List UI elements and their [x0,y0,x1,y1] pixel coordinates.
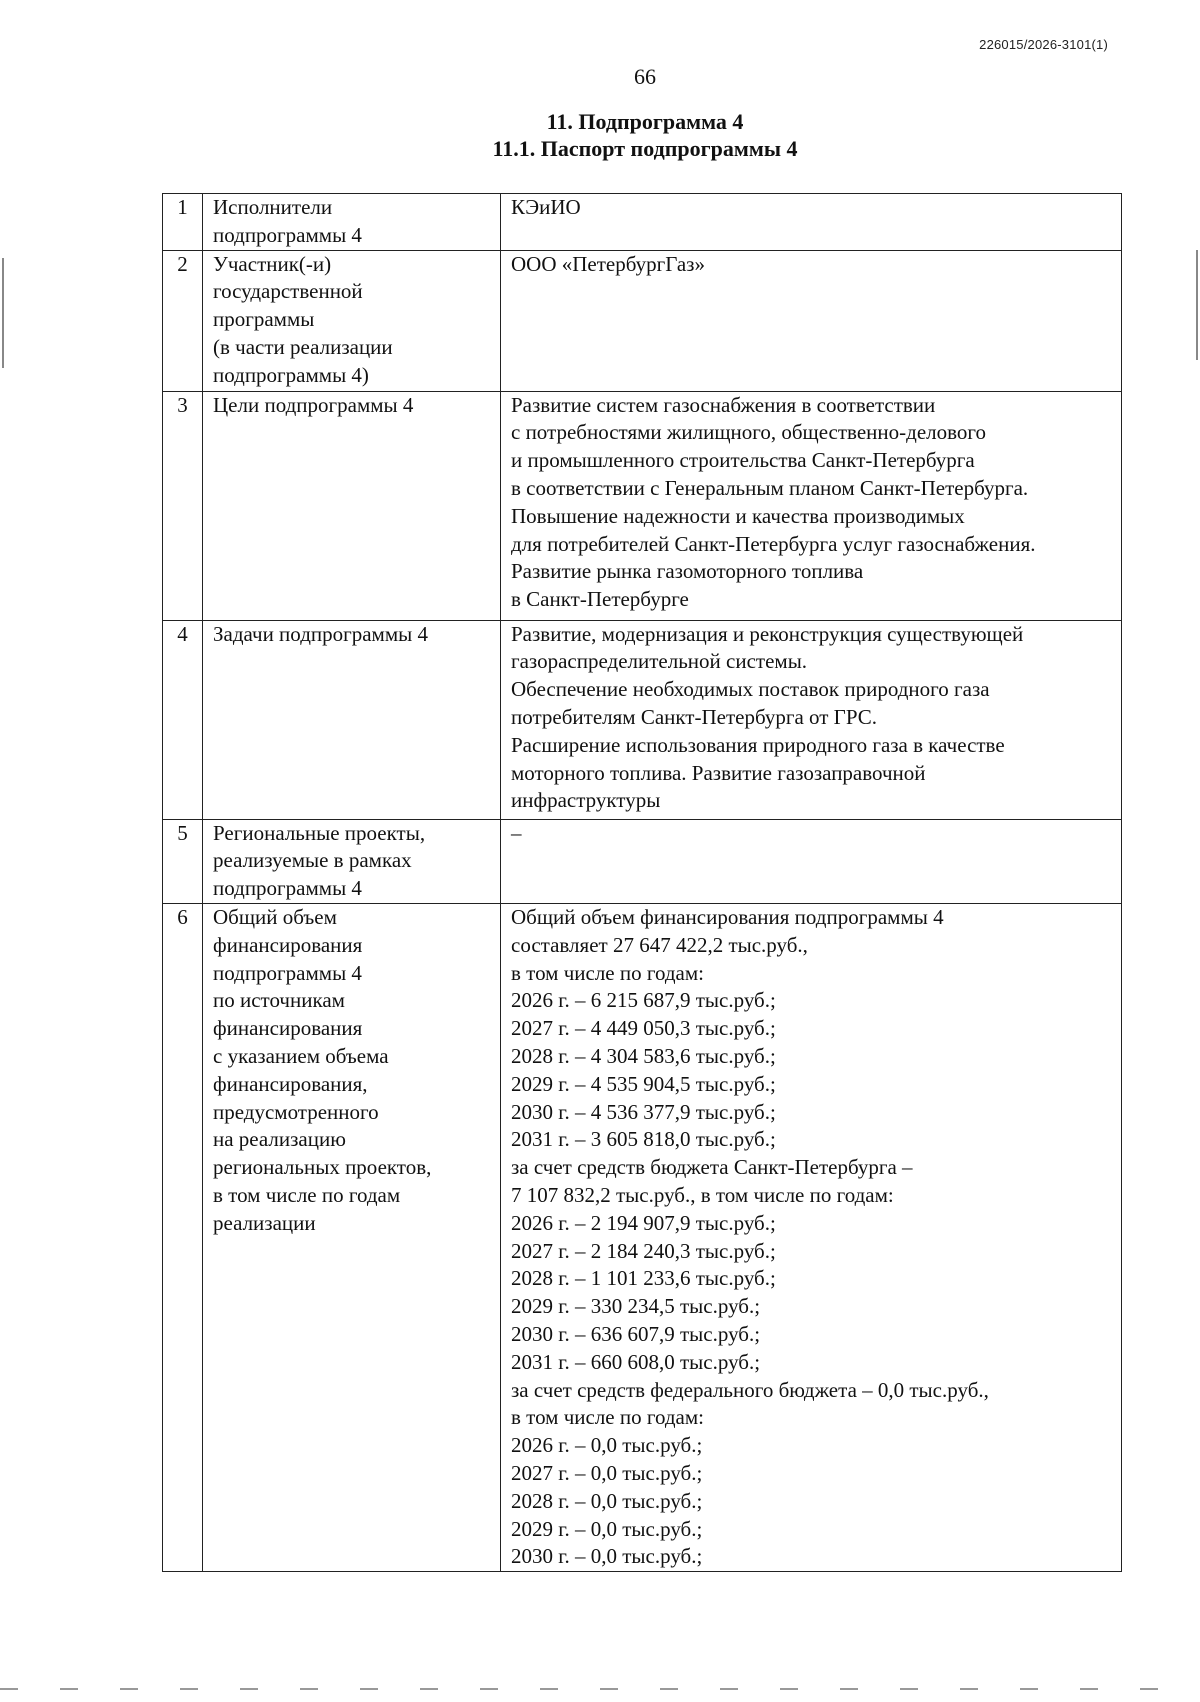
value-line: 2028 г. – 1 101 233,6 тыс.руб.; [511,1266,776,1291]
row-label [203,620,501,819]
row-value [501,391,1122,620]
value-line: 2028 г. – 0,0 тыс.руб.; [511,1488,703,1513]
table-row [163,250,1122,391]
label-line: региональных проектов, [213,1155,432,1180]
value-line: газораспределительной системы. [511,649,808,674]
label-line: подпрограммы 4 [213,876,362,901]
row-number: 2 [163,250,203,391]
value-line: с потребностями жилищного, общественно-делового [511,420,986,445]
value-line: в том числе по годам: [511,960,704,985]
row-number: 4 [163,620,203,819]
value-line: 2027 г. – 0,0 тыс.руб.; [511,1460,703,1485]
value-line: 2027 г. – 2 184 240,3 тыс.руб.; [511,1238,776,1263]
heading [0,108,1200,162]
row-label [203,391,501,620]
row-value [501,903,1122,1571]
label-line: Задачи подпрограммы 4 [213,621,428,646]
row-value [501,250,1122,391]
label-line: (в части реализации [213,334,393,359]
value-line: Развитие рынка газомоторного топлива [511,559,864,584]
table-row [163,620,1122,819]
value-line: Повышение надежности и качества производимых [511,503,965,528]
label-line: Общий объем [213,904,337,929]
row-value [501,819,1122,903]
label-line: подпрограммы 4 [213,222,362,247]
label-line: Региональные проекты, [213,820,426,845]
value-line: моторного топлива. Развитие газозаправочной [511,760,926,785]
scan-edge-left [2,258,4,368]
value-line: КЭиИО [511,195,581,219]
value-line: 2030 г. – 4 536 377,9 тыс.руб.; [511,1099,776,1124]
value-line: для потребителей Санкт-Петербурга услуг газоснабжения. [511,531,1036,556]
value-line: за счет средств федерального бюджета – 0,0 тыс.руб., [511,1377,989,1402]
label-line: Участник(-и) [213,251,332,276]
label-line: программы [213,307,315,332]
value-line: 2026 г. – 0,0 тыс.руб.; [511,1433,703,1458]
value-line: инфраструктуры [511,788,661,813]
label-line: подпрограммы 4) [213,362,369,387]
label-line: по источникам [213,988,345,1013]
label-line: предусмотренного [213,1099,379,1124]
row-label [203,250,501,391]
value-line: 2026 г. – 2 194 907,9 тыс.руб.; [511,1210,776,1235]
row-label [203,903,501,1571]
table-row [163,391,1122,620]
passport-table [162,193,1122,1572]
row-label [203,819,501,903]
row-number: 6 [163,903,203,1571]
value-line: составляет 27 647 422,2 тыс.руб., [511,932,808,957]
value-line: потребителям Санкт-Петербурга от ГРС. [511,704,878,729]
value-line: 2029 г. – 330 234,5 тыс.руб.; [511,1294,761,1319]
value-line: за счет средств бюджета Санкт-Петербурга – [511,1155,913,1180]
label-line: финансирования, [213,1071,368,1096]
label-line: государственной [213,279,363,304]
value-line: – [511,820,522,845]
value-line: ООО «ПетербургГаз» [511,251,705,276]
value-line: 2027 г. – 4 449 050,3 тыс.руб.; [511,1016,776,1041]
value-line: 2031 г. – 660 608,0 тыс.руб.; [511,1349,761,1374]
value-line: Расширение использования природного газа в качестве [511,732,1005,757]
row-label [203,194,501,251]
section-title: 11. Подпрограмма 4 [546,109,744,134]
value-line: Развитие систем газоснабжения в соответствии [511,392,936,417]
value-line: 2026 г. – 6 215 687,9 тыс.руб.; [511,988,776,1013]
label-line: реализации [213,1210,316,1235]
value-line: в соответствии с Генеральным планом Санкт-Петербурга. [511,475,1029,500]
value-line: 2030 г. – 0,0 тыс.руб.; [511,1544,703,1569]
row-number: 1 [163,194,203,251]
table-row [163,194,1122,251]
value-line: Развитие, модернизация и реконструкция существующей [511,621,1024,646]
value-line: Общий объем финансирования подпрограммы 4 [511,904,944,929]
value-line: 2029 г. – 0,0 тыс.руб.; [511,1516,703,1541]
value-line: 2029 г. – 4 535 904,5 тыс.руб.; [511,1071,776,1096]
label-line: Исполнители [213,195,333,219]
row-value [501,620,1122,819]
value-line: и промышленного строительства Санкт-Петербурга [511,448,975,473]
scan-bottom-artifact [0,1688,1200,1690]
value-line: в том числе по годам: [511,1405,704,1430]
table-row [163,903,1122,1571]
label-line: реализуемые в рамках [213,848,412,873]
value-line: 2030 г. – 636 607,9 тыс.руб.; [511,1321,761,1346]
row-number: 5 [163,819,203,903]
label-line: финансирования [213,932,363,957]
label-line: Цели подпрограммы 4 [213,392,414,417]
scan-edge-right [1196,250,1198,360]
value-line: Обеспечение необходимых поставок природного газа [511,677,990,702]
value-line: 2028 г. – 4 304 583,6 тыс.руб.; [511,1043,776,1068]
subsection-title: 11.1. Паспорт подпрограммы 4 [492,136,798,161]
label-line: с указанием объема [213,1043,389,1068]
table-row [163,819,1122,903]
value-line: в Санкт-Петербурге [511,587,689,612]
label-line: в том числе по годам [213,1182,401,1207]
label-line: финансирования [213,1016,363,1041]
value-line: 7 107 832,2 тыс.руб., в том числе по годам: [511,1182,894,1207]
label-line: подпрограммы 4 [213,960,362,985]
row-value [501,194,1122,251]
row-number: 3 [163,391,203,620]
page-number: 66 [634,64,656,89]
label-line: на реализацию [213,1127,346,1152]
value-line: 2031 г. – 3 605 818,0 тыс.руб.; [511,1127,776,1152]
document-code: 226015/2026-3101(1) [979,37,1108,52]
